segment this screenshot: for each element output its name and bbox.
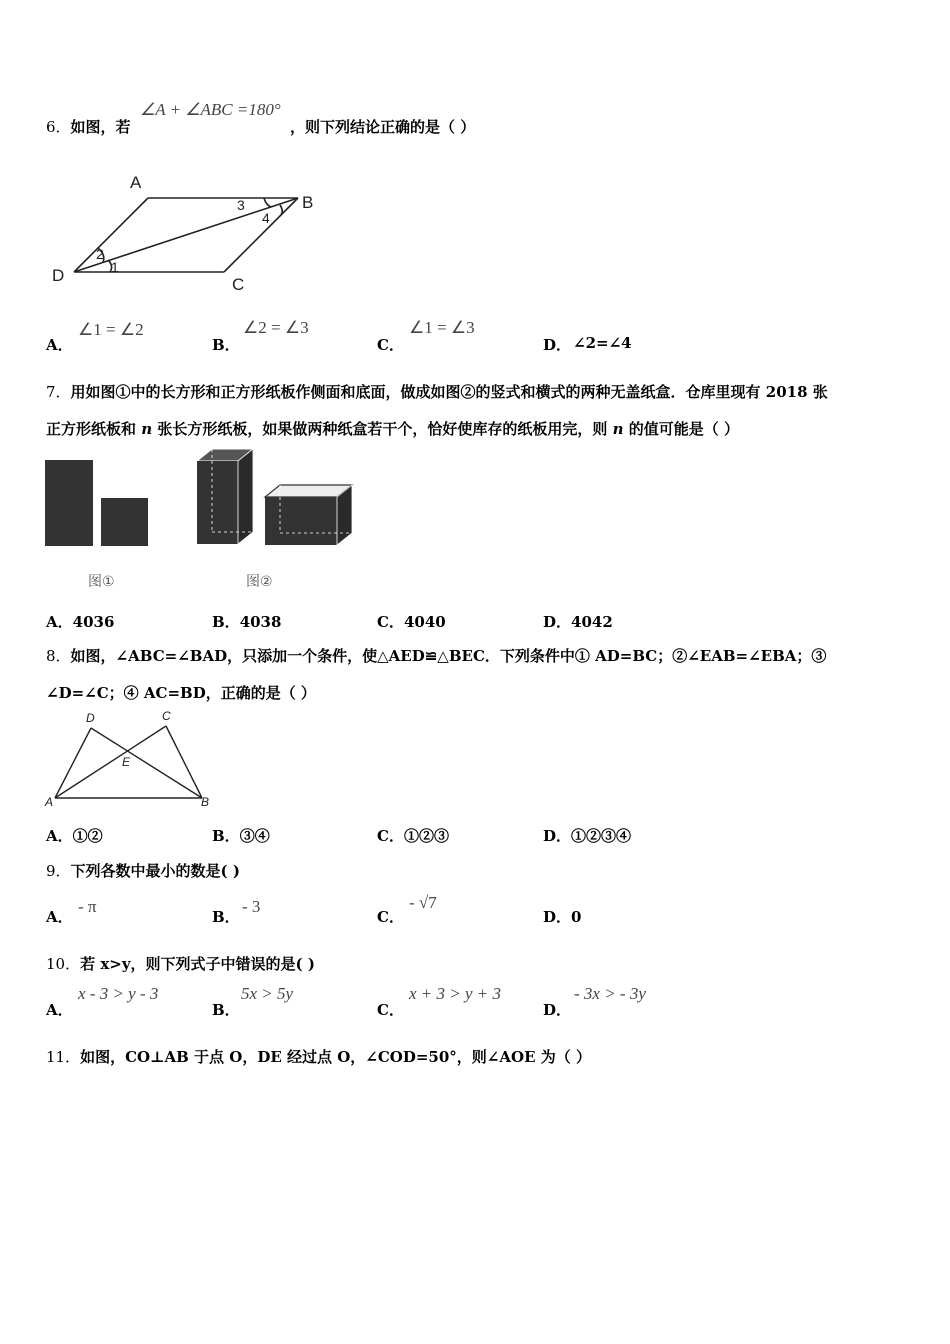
q9-text: 下列各数中最小的数是( ) (70, 862, 240, 880)
q6-label-3: 3 (237, 197, 245, 213)
q7-option-d-letter: D． (543, 613, 572, 631)
q8-triangles-figure (40, 706, 230, 814)
q7-variable-n: n (141, 420, 153, 438)
q11-text: 如图，CO⊥AB 于点 O，DE 经过点 O，∠COD=50°，则∠AOE 为（ ） (80, 1048, 591, 1066)
q6-formula: ∠A + ∠ABC =180° (140, 100, 281, 119)
q9-option-c-letter[interactable]: C． (377, 908, 404, 926)
q9-option-d[interactable] (543, 906, 581, 927)
q6-stem (46, 116, 131, 137)
q6-option-d-letter[interactable]: D． (543, 336, 572, 354)
q7-fig1-caption: 图① (88, 574, 115, 590)
q8-stem-line1 (46, 645, 826, 666)
q7-option-c[interactable] (377, 611, 446, 632)
q8-option-c-letter: C． (377, 827, 404, 845)
q9-option-b-text: - 3 (242, 897, 261, 916)
q7-horizontal-box (265, 485, 352, 545)
q6-option-a-letter[interactable]: A． (46, 336, 73, 354)
q9-number: 9． (46, 862, 71, 880)
q7-rectangle-board (45, 460, 93, 546)
q8-option-b-text: ③④ (239, 827, 270, 845)
q6-option-c-letter[interactable]: C． (377, 336, 404, 354)
q6-label-1: 1 (111, 259, 119, 275)
q6-option-c-text: ∠1 = ∠3 (409, 318, 475, 337)
q7-option-a-letter: A． (46, 613, 73, 631)
q7-option-b-letter: B． (212, 613, 240, 631)
q8-number: 8． (46, 647, 71, 665)
q7-square-board (101, 498, 148, 546)
q8-line1-text: 如图，∠ABC=∠BAD，只添加一个条件，使△AED≌△BEC．下列条件中① AD=BC；②∠EAB=∠EBA；③ (70, 647, 827, 665)
q7-variable-n-2: n (612, 420, 624, 438)
q6-option-b-text: ∠2 = ∠3 (243, 318, 309, 337)
q8-option-c-text: ①②③ (403, 827, 449, 845)
q7-option-d[interactable] (543, 611, 613, 632)
q8-segment-ad (55, 728, 91, 798)
q8-option-a-letter: A． (46, 827, 73, 845)
q10-stem (46, 953, 315, 974)
q7-stem-line1 (46, 381, 828, 402)
q7-line2-part-b: 张长方形纸板，如果做两种纸盒若干个，恰好使库存的纸板用完，则 (157, 420, 608, 438)
q8-label-d: D (86, 711, 95, 725)
q6-label-c: C (232, 275, 245, 294)
q9-stem (46, 860, 240, 881)
q10-option-a-letter[interactable]: A． (46, 1001, 73, 1019)
q6-arc-3 (264, 198, 271, 207)
q10-option-d-text: - 3x > - 3y (574, 984, 646, 1003)
q6-parallelogram-figure (40, 165, 340, 300)
q6-option-b-letter[interactable]: B． (212, 336, 240, 354)
q8-stem-line2: ∠D=∠C；④ AC=BD，正确的是（ ） (46, 684, 316, 702)
q10-option-c-letter[interactable]: C． (377, 1001, 404, 1019)
q7-option-c-letter: C． (377, 613, 404, 631)
q9-option-d-text: 0 (571, 908, 582, 926)
q9-option-b-letter[interactable]: B． (212, 908, 240, 926)
q6-prefix: 如图，若 (70, 118, 131, 136)
q7-stem-line2 (46, 418, 739, 439)
q6-option-a-text: ∠1 = ∠2 (78, 320, 144, 339)
q9-option-c-text: - √7 (409, 893, 437, 912)
q8-option-a[interactable] (46, 825, 103, 846)
q7-option-a[interactable] (46, 611, 114, 632)
q6-label-4: 4 (262, 210, 270, 226)
q8-option-a-text: ①② (72, 827, 103, 845)
q10-option-a-text: x - 3 > y - 3 (78, 984, 159, 1003)
q10-option-d-letter[interactable]: D． (543, 1001, 572, 1019)
q7-option-c-text: 4040 (403, 613, 446, 631)
q8-option-c[interactable] (377, 825, 449, 846)
q7-fig2-caption: 图② (246, 574, 273, 590)
q8-label-c: C (162, 709, 171, 723)
q7-line1-text: 用如图①中的长方形和正方形纸板作侧面和底面，做成如图②的竖式和横式的两种无盖纸盒．仓库里现有 2018 张 (70, 383, 828, 401)
q8-option-b-letter: B． (212, 827, 240, 845)
q9-option-a-letter[interactable]: A． (46, 908, 73, 926)
q10-option-c-text: x + 3 > y + 3 (409, 984, 502, 1003)
q7-boxes-figure (40, 445, 370, 595)
q7-vertical-box (197, 449, 253, 544)
q10-option-b-text: 5x > 5y (241, 984, 294, 1003)
q7-line2-part-a: 正方形纸板和 (46, 420, 137, 438)
q9-option-a-text: - π (78, 897, 97, 916)
q8-option-d[interactable] (543, 825, 631, 846)
q9-option-d-letter: D． (543, 908, 572, 926)
q7-number: 7． (46, 383, 71, 401)
q7-option-a-text: 4036 (72, 613, 115, 631)
q10-option-b-letter[interactable]: B． (212, 1001, 240, 1019)
q8-option-b[interactable] (212, 825, 270, 846)
q8-label-b: B (201, 795, 210, 809)
q10-number: 10． (46, 955, 81, 973)
q7-line2-part-c: 的值可能是（ ） (628, 420, 740, 438)
q6-side-bc (224, 198, 298, 272)
q6-option-d-text: ∠2=∠4 (573, 334, 632, 352)
q6-number: 6． (46, 118, 71, 136)
q11-number: 11． (46, 1048, 81, 1066)
q6-arc-4 (280, 205, 282, 215)
q6-label-b: B (302, 193, 314, 212)
q11-stem (46, 1046, 591, 1067)
q7-option-d-text: 4042 (571, 613, 613, 631)
q7-option-b-text: 4038 (239, 613, 282, 631)
q10-text: 若 x>y，则下列式子中错误的是( ) (80, 955, 315, 973)
q6-suffix: ，则下列结论正确的是（ ） (290, 118, 476, 136)
q8-option-d-letter: D． (543, 827, 572, 845)
q8-label-a: A (45, 795, 54, 809)
q7-option-b[interactable] (212, 611, 281, 632)
q8-label-e: E (122, 755, 131, 769)
q8-segment-ac (55, 726, 166, 798)
q6-label-2: 2 (96, 246, 104, 262)
q8-option-d-text: ①②③④ (571, 827, 632, 845)
q6-label-d: D (52, 266, 65, 285)
q6-label-a: A (130, 173, 142, 192)
